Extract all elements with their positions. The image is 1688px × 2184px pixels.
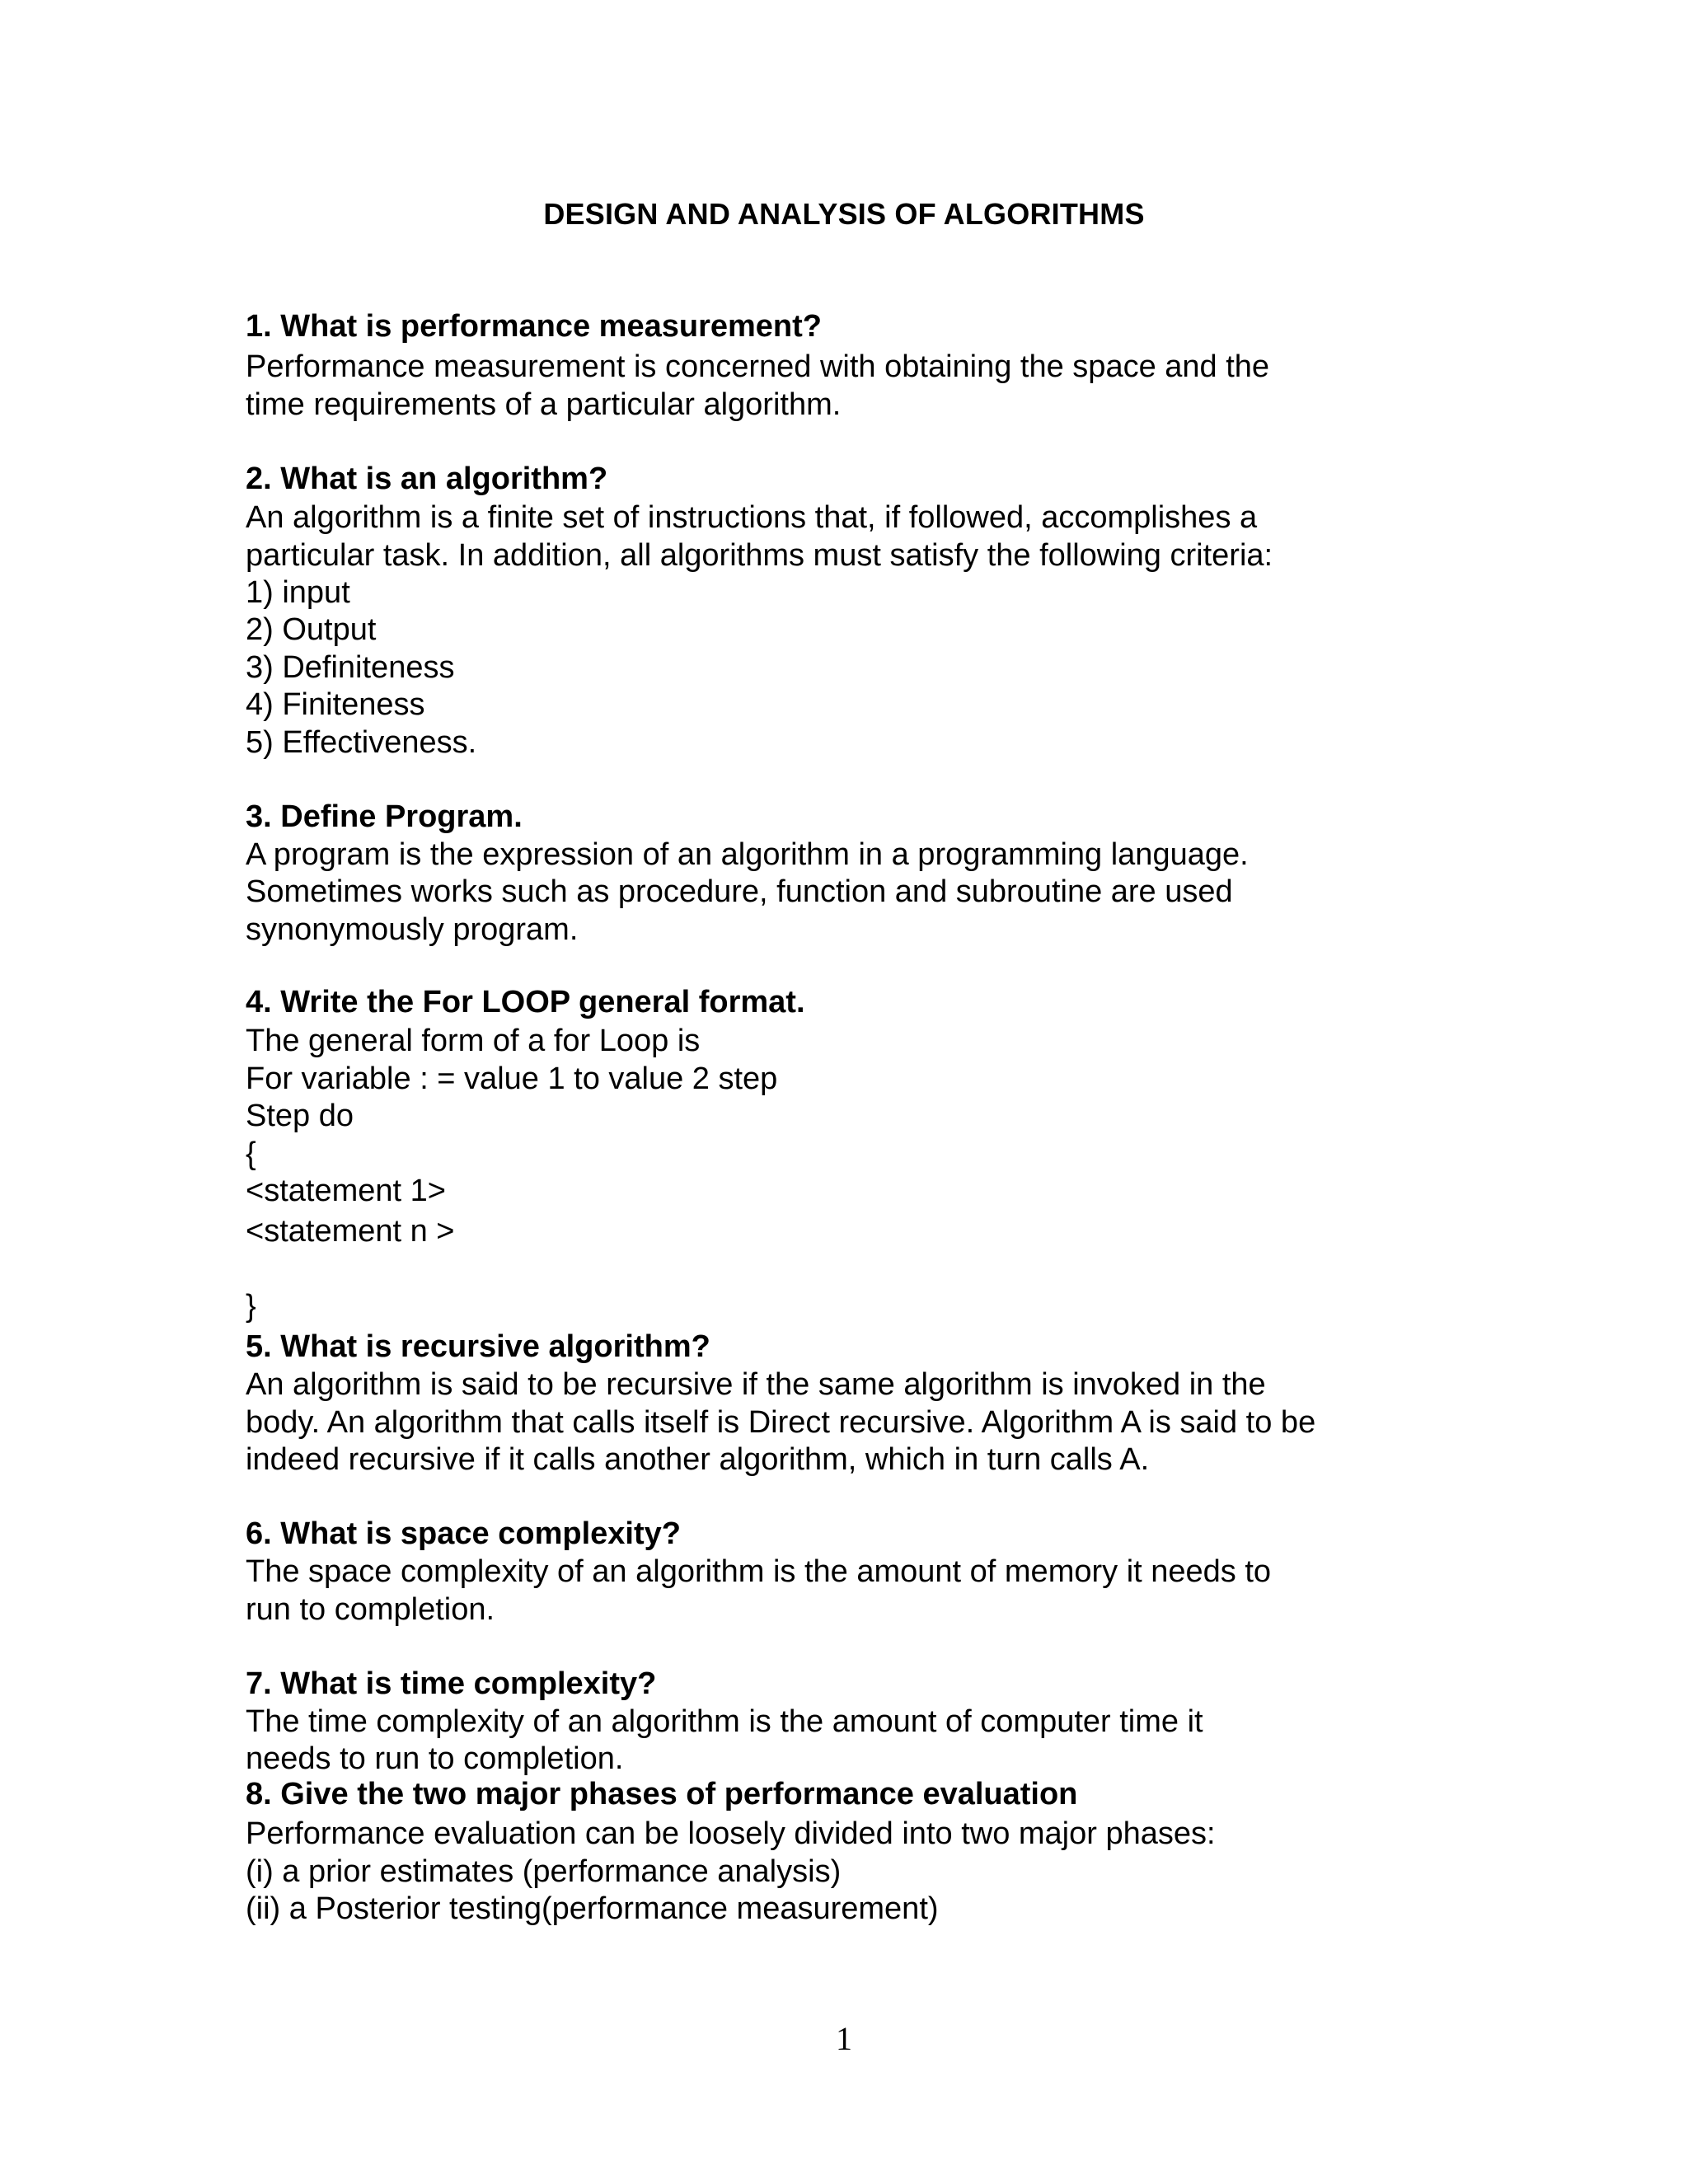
answer-line: (ii) a Posterior testing(performance measurement) [246,1891,939,1926]
code-line: { [246,1137,256,1171]
answer-line: A program is the expression of an algorithm in a programming language. [246,837,1249,872]
criteria-item: 4) Finiteness [246,687,425,722]
criteria-item: 5) Effectiveness. [246,725,477,760]
question-heading: 7. What is time complexity? [246,1666,657,1701]
code-line: <statement n > [246,1214,455,1249]
answer-line: (i) a prior estimates (performance analysis) [246,1854,842,1889]
answer-line: The time complexity of an algorithm is the amount of computer time it [246,1704,1203,1739]
page-number: 1 [836,2020,852,2057]
answer-line: Performance evaluation can be loosely divided into two major phases: [246,1816,1216,1851]
code-line: } [246,1289,256,1324]
answer-line: An algorithm is a finite set of instructions that, if followed, accomplishes a [246,500,1258,535]
answer-line: An algorithm is said to be recursive if the same algorithm is invoked in the [246,1367,1266,1402]
question-heading: 2. What is an algorithm? [246,462,608,496]
code-line: For variable : = value 1 to value 2 step [246,1062,778,1096]
answer-line: indeed recursive if it calls another algorithm, which in turn calls A. [246,1442,1150,1477]
question-heading: 6. What is space complexity? [246,1516,681,1551]
question-heading: 1. What is performance measurement? [246,309,822,344]
document-title: DESIGN AND ANALYSIS OF ALGORITHMS [543,197,1145,231]
answer-line: synonymously program. [246,912,579,947]
question-heading: 8. Give the two major phases of performance evaluation [246,1777,1078,1811]
answer-line: Sometimes works such as procedure, function and subroutine are used [246,874,1233,909]
code-line: <statement 1> [246,1174,446,1208]
question-heading: 4. Write the For LOOP general format. [246,985,805,1019]
answer-line: time requirements of a particular algorithm. [246,387,842,422]
answer-line: The space complexity of an algorithm is the amount of memory it needs to [246,1554,1272,1589]
criteria-item: 2) Output [246,612,377,647]
question-heading: 5. What is recursive algorithm? [246,1329,710,1364]
answer-line: needs to run to completion. [246,1741,624,1776]
answer-line: run to completion. [246,1592,495,1627]
code-line: Step do [246,1099,354,1133]
criteria-item: 3) Definiteness [246,650,455,685]
answer-line: The general form of a for Loop is [246,1024,701,1058]
answer-line: body. An algorithm that calls itself is Direct recursive. Algorithm A is said to be [246,1405,1316,1440]
answer-line: particular task. In addition, all algorithms must satisfy the following criteria: [246,538,1273,573]
criteria-item: 1) input [246,575,350,610]
question-heading: 3. Define Program. [246,799,523,834]
answer-line: Performance measurement is concerned with obtaining the space and the [246,349,1270,384]
